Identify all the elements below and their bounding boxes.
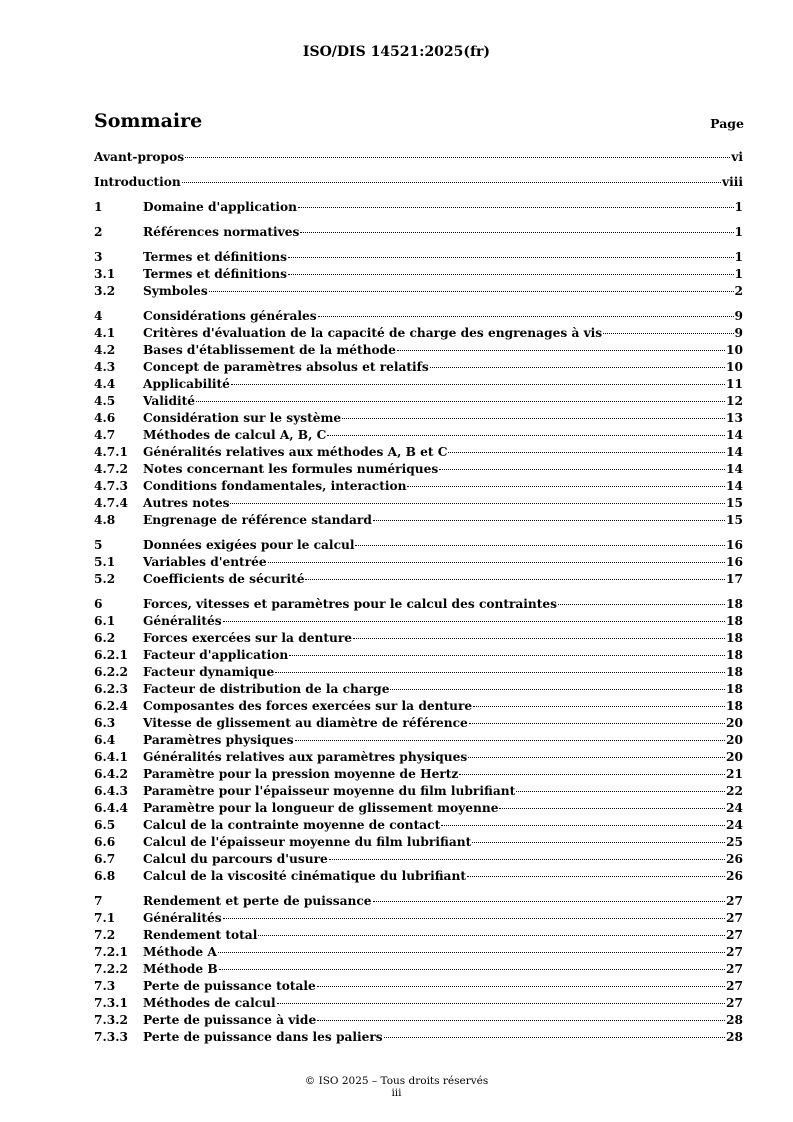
toc-entry-number: 4.2 [94,343,116,357]
dot-leader [318,316,734,317]
dot-leader [185,157,730,158]
toc-entry-number: 6.4.2 [94,767,128,781]
toc-entry-page: 14 [726,462,743,476]
toc-entry[interactable] [94,513,743,530]
toc-entry-label: Méthode A [143,945,217,959]
toc-entry-label: Facteur de distribution de la charge [143,682,390,696]
toc-entry[interactable] [94,377,743,394]
dot-leader [268,562,725,563]
toc-entry-page: 13 [726,411,743,425]
toc-entry-number: 4 [94,309,103,323]
toc-entry-label: Introduction [94,175,181,189]
dot-leader [327,435,725,436]
toc-entry-label: Rendement et perte de puissance [143,894,372,908]
toc-entry-label: Engrenage de référence standard [143,513,372,527]
toc-entry-label: Forces, vitesses et paramètres pour le calcul des contraintes [143,597,558,611]
dot-leader [182,182,721,183]
toc-entry-page: 1 [734,250,743,264]
toc-entry-number: 4.7.1 [94,445,128,459]
toc-entry[interactable] [94,852,743,869]
toc-entry-page: 25 [726,835,743,849]
toc-entry-label: Forces exercées sur la denture [143,631,353,645]
toc-entry[interactable] [94,835,743,852]
toc-entry-label: Calcul de la viscosité cinématique du lubrifiant [143,869,466,883]
toc-entry-label: Rendement total [143,928,258,942]
toc-entry[interactable] [94,343,743,360]
toc-entry-label: Applicabilité [143,377,230,391]
dot-leader [430,367,725,368]
dot-leader [231,384,725,385]
toc-entry-number: 6.4.4 [94,801,128,815]
dot-leader [275,672,725,673]
toc-entry-page: 10 [726,360,743,374]
toc-entry-number: 6.4 [94,733,116,747]
toc-entry-label: Méthodes de calcul A, B, C [143,428,327,442]
toc-entry-page: 27 [726,962,743,976]
toc-entry-label: Calcul de l'épaisseur moyenne du film lubrifiant [143,835,472,849]
toc-entry-label: Bases d'établissement de la méthode [143,343,396,357]
toc-entry-label: Coefficients de sécurité [143,572,305,586]
toc-entry-number: 6.2 [94,631,116,645]
toc-entry-label: Paramètre pour l'épaisseur moyenne du film lubrifiant [143,784,516,798]
dot-leader [223,621,725,622]
dot-leader [258,935,725,936]
toc-entry[interactable] [94,1030,743,1047]
toc-entry[interactable] [94,801,743,818]
dot-leader [467,876,725,877]
toc-entry-number: 4.7.3 [94,479,128,493]
toc-entry-label: Composantes des forces exercées sur la denture [143,699,473,713]
dot-leader [384,1037,725,1038]
toc-entry-label: Termes et définitions [143,267,287,281]
toc-entry[interactable] [94,462,743,479]
toc-entry-page: 26 [726,869,743,883]
page-column-label: Page [710,116,744,131]
toc-entry-page: 1 [734,200,743,214]
toc-entry-label: Autres notes [143,496,230,510]
toc-entry-label: Généralités [143,911,222,925]
dot-leader [390,689,725,690]
toc-entry[interactable] [94,360,743,377]
toc-entry-number: 4.8 [94,513,116,527]
toc-entry-label: Avant-propos [94,150,185,164]
toc-entry-number: 6.5 [94,818,116,832]
toc-entry-number: 4.6 [94,411,116,425]
dot-leader [448,452,725,453]
toc-entry[interactable] [94,996,743,1013]
toc-entry-label: Facteur d'application [143,648,289,662]
toc-entry-number: 5.2 [94,572,116,586]
toc-entry-page: 10 [726,343,743,357]
toc-entry-label: Critères d'évaluation de la capacité de charge des engrenages à vis [143,326,603,340]
toc-entry[interactable] [94,699,743,716]
toc-entry[interactable] [94,555,743,572]
toc-entry-page: 9 [734,326,743,340]
toc-entry-number: 3.1 [94,267,116,281]
dot-leader [329,859,725,860]
dot-leader [373,901,725,902]
title-row [94,110,744,138]
toc-entry-number: 5.1 [94,555,116,569]
toc-entry[interactable] [94,614,743,631]
toc-entry-label: Perte de puissance à vide [143,1013,317,1027]
dot-leader [289,655,725,656]
toc-entry-page: 27 [726,894,743,908]
toc-entry-label: Paramètre pour la pression moyenne de Hertz [143,767,459,781]
page-footer [0,1075,793,1099]
toc-entry-page: 12 [726,394,743,408]
toc-entry-page: 22 [726,784,743,798]
toc-entry-number: 2 [94,225,103,239]
toc-entry[interactable] [94,225,743,242]
toc-entry-label: Termes et définitions [143,250,287,264]
toc-entry[interactable] [94,962,743,979]
toc-entry-number: 4.4 [94,377,116,391]
dot-leader [317,986,725,987]
toc-entry-page: 20 [726,716,743,730]
toc-entry-page: 2 [734,284,743,298]
toc-entry-number: 4.3 [94,360,116,374]
toc-entry[interactable] [94,284,743,301]
toc-entry[interactable] [94,411,743,428]
dot-leader [516,791,725,792]
toc-entry-page: 18 [726,699,743,713]
toc-entry-label: Perte de puissance dans les paliers [143,1030,383,1044]
toc-entry-label: Calcul du parcours d'usure [143,852,328,866]
toc-entry-label: Conditions fondamentales, interaction [143,479,407,493]
toc-entry[interactable] [94,894,743,911]
dot-leader [218,952,725,953]
dot-leader [295,740,725,741]
toc-entry-number: 6.2.4 [94,699,128,713]
toc-entry-page: viii [722,175,743,189]
toc-entry-page: 11 [726,377,743,391]
toc-entry-page: 18 [726,631,743,645]
document-identifier: ISO/DIS 14521:2025(fr) [302,44,491,60]
toc-entry-label: Méthodes de calcul [143,996,276,1010]
toc-entry-number: 6.4.1 [94,750,128,764]
dot-leader [223,918,725,919]
dot-leader [355,545,725,546]
toc-entry-number: 6.2.3 [94,682,128,696]
toc-entry-label: Calcul de la contrainte moyenne de contact [143,818,441,832]
toc-entry[interactable] [94,572,743,589]
dot-leader [209,291,734,292]
toc-entry-label: Notes concernant les formules numériques [143,462,439,476]
toc-entry-label: Vitesse de glissement au diamètre de référence [143,716,468,730]
toc-entry[interactable] [94,326,743,343]
toc-entry-page: 17 [726,572,743,586]
toc-entry-number: 6.2.2 [94,665,128,679]
dot-leader [439,469,725,470]
toc-entry[interactable] [94,1013,743,1030]
toc-entry-number: 6.8 [94,869,116,883]
page-number: iii [391,1087,402,1099]
toc-entry-number: 6.6 [94,835,116,849]
dot-leader [342,418,725,419]
toc-entry-label: Considération sur le système [143,411,342,425]
toc-entry-number: 6.1 [94,614,116,628]
toc-entry-page: 15 [726,496,743,510]
dot-leader [288,257,734,258]
dot-leader [288,274,734,275]
toc-entry-number: 4.5 [94,394,116,408]
toc-entry[interactable] [94,911,743,928]
toc-entry-label: Paramètres physiques [143,733,294,747]
dot-leader [317,1020,725,1021]
toc-entry[interactable] [94,979,743,996]
toc-entry-number: 7.2.2 [94,962,128,976]
toc-entry[interactable] [94,945,743,962]
toc-entry-page: 16 [726,555,743,569]
toc-entry[interactable] [94,250,743,267]
dot-leader [353,638,725,639]
toc-entry[interactable] [94,648,743,665]
toc-entry[interactable] [94,716,743,733]
toc-entry-number: 3 [94,250,103,264]
toc-entry[interactable] [94,200,743,217]
dot-leader [499,808,725,809]
toc-entry-page: 15 [726,513,743,527]
dot-leader [468,757,725,758]
toc-entry-number: 7.3.1 [94,996,128,1010]
toc-entry-page: 27 [726,911,743,925]
page-title: Sommaire [94,110,203,132]
toc-entry-number: 6.7 [94,852,116,866]
toc-entry[interactable] [94,394,743,411]
toc-entry[interactable] [94,631,743,648]
dot-leader [300,232,733,233]
toc-entry[interactable] [94,445,743,462]
toc-entry[interactable] [94,496,743,513]
toc-entry-page: 27 [726,945,743,959]
toc-entry-label: Symboles [143,284,208,298]
toc-entry-label: Validité [143,394,196,408]
toc-entry-page: 21 [726,767,743,781]
toc-entry-label: Généralités relatives aux paramètres physiques [143,750,468,764]
toc-entry[interactable] [94,767,743,784]
toc-entry[interactable] [94,597,743,614]
toc-entry[interactable] [94,733,743,750]
toc-entry-number: 6 [94,597,103,611]
toc-entry[interactable] [94,784,743,801]
toc-entry-page: 18 [726,614,743,628]
toc-entry-page: 14 [726,479,743,493]
toc-entry-page: 24 [726,801,743,815]
toc-entry[interactable] [94,150,743,167]
toc-entry[interactable] [94,665,743,682]
toc-entry[interactable] [94,818,743,835]
toc-entry[interactable] [94,682,743,699]
toc-entry-label: Variables d'entrée [143,555,267,569]
toc-entry-label: Méthode B [143,962,218,976]
toc-entry-page: 18 [726,665,743,679]
toc-entry-page: 27 [726,928,743,942]
toc-entry[interactable] [94,869,743,886]
toc-entry-number: 5 [94,538,103,552]
toc-entry-page: 18 [726,682,743,696]
toc-entry-page: 20 [726,750,743,764]
toc-entry-page: 27 [726,996,743,1010]
toc-entry-label: Généralités relatives aux méthodes A, B et C [143,445,448,459]
toc-entry-number: 4.7.4 [94,496,128,510]
toc-entry[interactable] [94,750,743,767]
toc-entry-page: 24 [726,818,743,832]
dot-leader [459,774,725,775]
table-of-contents [94,150,743,1047]
toc-entry-number: 7.2.1 [94,945,128,959]
toc-entry-page: 18 [726,648,743,662]
dot-leader [407,486,725,487]
toc-entry-page: 18 [726,597,743,611]
toc-entry-page: 28 [726,1013,743,1027]
toc-entry-page: 1 [734,267,743,281]
dot-leader [298,207,734,208]
toc-entry-page: 28 [726,1030,743,1044]
toc-entry-page: 14 [726,428,743,442]
toc-entry-label: Références normatives [143,225,300,239]
dot-leader [469,723,725,724]
toc-entry[interactable] [94,175,743,192]
dot-leader [373,520,725,521]
toc-entry-page: 27 [726,979,743,993]
toc-entry[interactable] [94,309,743,326]
toc-entry-page: 16 [726,538,743,552]
toc-entry-label: Paramètre pour la longueur de glissement moyenne [143,801,499,815]
toc-entry-number: 3.2 [94,284,116,298]
dot-leader [472,842,725,843]
dot-leader [397,350,725,351]
dot-leader [196,401,725,402]
dot-leader [305,579,725,580]
dot-leader [473,706,725,707]
toc-entry-page: 20 [726,733,743,747]
toc-entry[interactable] [94,428,743,445]
dot-leader [219,969,725,970]
toc-entry-page: 26 [726,852,743,866]
toc-entry-number: 6.3 [94,716,116,730]
toc-entry-label: Facteur dynamique [143,665,275,679]
toc-entry-label: Généralités [143,614,222,628]
toc-entry-page: 9 [734,309,743,323]
copyright-notice: © ISO 2025 – Tous droits réservés [304,1075,489,1087]
toc-entry-number: 7.3 [94,979,116,993]
toc-entry-number: 7 [94,894,103,908]
toc-entry-page: 1 [734,225,743,239]
toc-entry[interactable] [94,538,743,555]
toc-entry-number: 7.3.2 [94,1013,128,1027]
dot-leader [230,503,725,504]
toc-entry-label: Concept de paramètres absolus et relatifs [143,360,429,374]
toc-entry-number: 4.7 [94,428,116,442]
toc-entry[interactable] [94,479,743,496]
toc-entry-number: 7.1 [94,911,116,925]
dot-leader [558,604,725,605]
toc-entry-page: vi [731,150,743,164]
toc-entry-number: 6.2.1 [94,648,128,662]
toc-entry-number: 1 [94,200,103,214]
dot-leader [603,333,733,334]
toc-entry-number: 6.4.3 [94,784,128,798]
toc-entry-number: 7.3.3 [94,1030,128,1044]
toc-entry-label: Domaine d'application [143,200,297,214]
toc-entry-number: 7.2 [94,928,116,942]
toc-entry-label: Perte de puissance totale [143,979,316,993]
toc-entry[interactable] [94,267,743,284]
toc-entry-label: Considérations générales [143,309,317,323]
toc-entry-number: 4.7.2 [94,462,128,476]
toc-entry[interactable] [94,928,743,945]
dot-leader [277,1003,725,1004]
toc-entry-number: 4.1 [94,326,116,340]
toc-entry-page: 14 [726,445,743,459]
toc-entry-label: Données exigées pour le calcul [143,538,355,552]
dot-leader [441,825,725,826]
